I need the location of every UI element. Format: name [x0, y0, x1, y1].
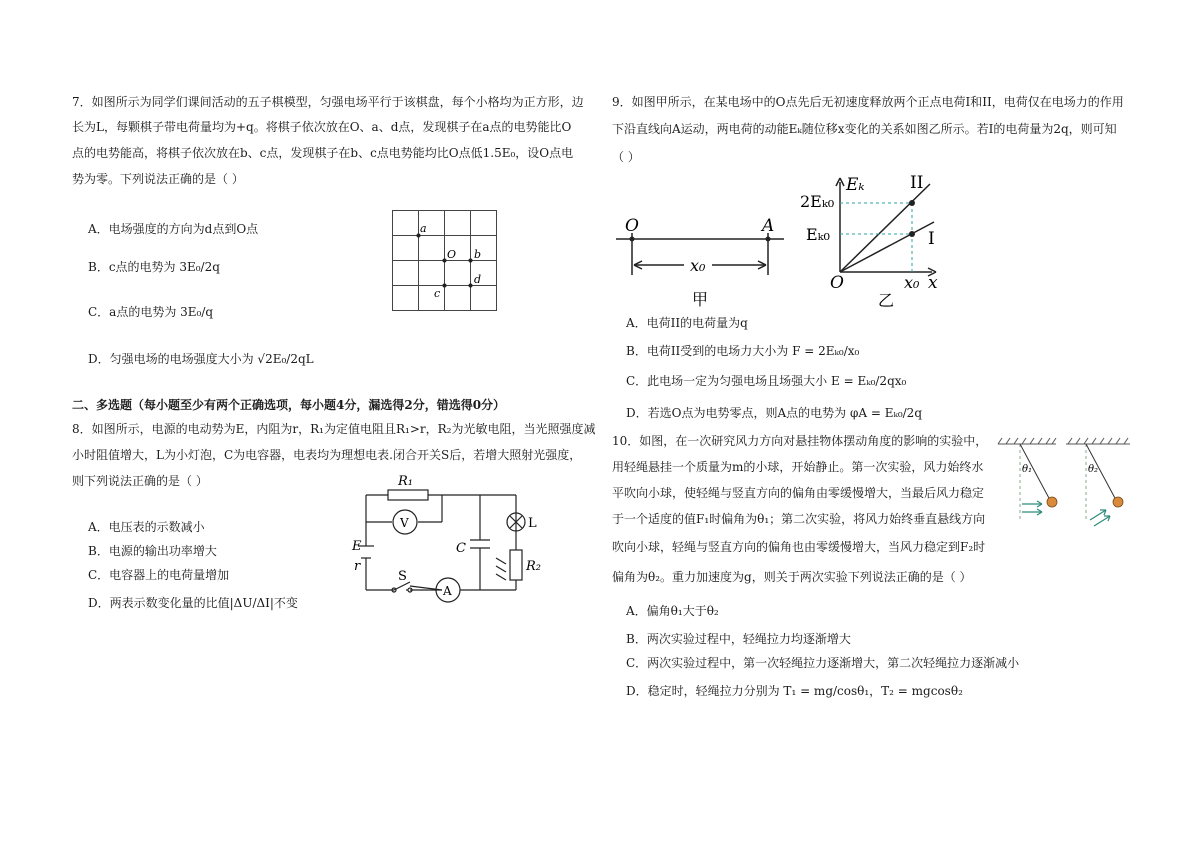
q9-line-1: 9．如图甲所示，在某电场中的O点先后无初速度释放两个正点电荷I和II，电荷仅在电场力的作用: [612, 95, 1124, 109]
q9-figure-jia: [612, 215, 792, 310]
fig-yi-x0: x₀: [904, 273, 920, 292]
fig-yi-x: x: [928, 273, 938, 293]
fig-theta1: θ₁: [1022, 464, 1033, 475]
q8-option-a: A．电压表的示数减小: [88, 520, 205, 534]
q9-option-b: B．电荷II受到的电场力大小为 F = 2Eₖ₀/x₀: [626, 344, 860, 358]
fig-yi-ek0: Eₖ₀: [806, 225, 830, 244]
fig-jia-o: O: [625, 216, 639, 236]
q8-option-b: B．电源的输出功率增大: [88, 544, 217, 558]
q9-figure-yi: [800, 172, 950, 310]
label-r: r: [354, 559, 361, 574]
grid-label-o: O: [447, 248, 457, 261]
q10-line-1: 10．如图，在一次研究风力方向对悬挂物体摆动角度的影响的实验中，: [612, 434, 988, 448]
q7-option-b: B．c点的电势为 3E₀/2q: [88, 260, 220, 274]
fig-yi-caption: 乙: [878, 291, 895, 310]
q9-line-3: （ ）: [612, 150, 640, 164]
q8-line-2: 小时阻值增大，L为小灯泡，C为电容器，电表均为理想电表.闭合开关S后，若增大照射光强度，: [72, 448, 582, 462]
fig-yi-2ek0: 2Eₖ₀: [800, 192, 835, 211]
ammeter-label: A: [443, 584, 452, 598]
section-2-heading: 二、多选题（每小题至少有两个正确选项，每小题4分，漏选得2分，错选得0分）: [72, 398, 506, 412]
label-r2: R₂: [526, 559, 541, 574]
fig-yi-ek: Eₖ: [846, 175, 865, 195]
q10-line-2: 用轻绳悬挂一个质量为m的小球，开始静止。第一次实验，风力始终水: [612, 460, 984, 474]
q9-option-c: C．此电场一定为匀强电场且场强大小 E = Eₖ₀/2qx₀: [626, 374, 907, 388]
q10-option-c: C．两次实验过程中，第一次轻绳拉力逐渐增大，第二次轻绳拉力逐渐减小: [626, 656, 1020, 670]
fig-yi-ii: II: [910, 173, 924, 193]
fig-yi-i: I: [928, 229, 935, 249]
q8-option-d: D．两表示数变化量的比值|ΔU/ΔI|不变: [88, 596, 298, 610]
q8-option-c: C．电容器上的电荷量增加: [88, 568, 230, 582]
fig-theta2: θ₂: [1088, 464, 1099, 475]
label-r1: R₁: [398, 474, 413, 489]
fig-yi-o: O: [830, 273, 844, 293]
q7-line-3: 点的电势能高，将棋子依次放在b、c点，发现棋子在b、c点电势能均比O点低1.5E₀，设O点电: [72, 146, 574, 160]
q8-circuit-figure: [348, 470, 548, 610]
q8-line-3: 则下列说法正确的是（ ）: [72, 474, 208, 488]
q10-line-5: 吹向小球，轻绳与竖直方向的偏角也由零缓慢增大，当风力稳定到F₂时: [612, 540, 986, 554]
q7-option-d: D．匀强电场的电场强度大小为 √2E₀/2qL: [88, 352, 314, 366]
grid-label-a: a: [420, 222, 427, 235]
q9-option-d: D．若选O点为电势零点，则A点的电势为 φA = Eₖ₀/2q: [626, 406, 922, 420]
fig-jia-a: A: [762, 216, 775, 236]
q7-line-1: 7．如图所示为同学们课间活动的五子棋模型，匀强电场平行于该棋盘，每个小格均为正方形，边: [72, 95, 584, 109]
fig-jia-caption: 甲: [692, 290, 709, 309]
label-e: E: [352, 539, 362, 554]
q10-option-b: B．两次实验过程中，轻绳拉力均逐渐增大: [626, 632, 851, 646]
q9-line-2: 下沿直线向A运动，两电荷的动能Eₖ随位移x变化的关系如图乙所示。若I的电荷量为2q，则可知: [612, 122, 1117, 136]
q7-line-2: 长为L，每颗棋子带电荷量均为+q。将棋子依次放在O、a、d点，发现棋子在a点的电势能比O: [72, 120, 572, 134]
q9-option-a: A．电荷II的电荷量为q: [626, 316, 748, 330]
fig-jia-x0: x₀: [690, 256, 706, 275]
q8-line-1: 8．如图所示，电源的电动势为E，内阻为r，R₁为定值电阻且R₁>r，R₂为光敏电阻，当光照强度减: [72, 422, 596, 436]
label-c: C: [456, 541, 466, 556]
q7-line-4: 势为零。下列说法正确的是（ ）: [72, 172, 244, 186]
q7-chessboard-figure: [392, 210, 498, 312]
grid-label-b: b: [474, 248, 482, 261]
q7-option-c: C．a点的电势为 3E₀/q: [88, 305, 214, 319]
q10-option-a: A．偏角θ₁大于θ₂: [626, 604, 719, 618]
q10-pendulum-figure: [996, 438, 1136, 528]
grid-label-c: c: [434, 287, 441, 300]
label-lamp: L: [528, 516, 537, 531]
grid-label-d: d: [474, 273, 482, 286]
q10-line-4: 于一个适度的值F₁时偏角为θ₁；第二次实验，将风力始终垂直悬线方向: [612, 512, 986, 526]
label-switch: S: [398, 569, 407, 584]
q10-option-d: D．稳定时，轻绳拉力分别为 T₁ = mg/cosθ₁，T₂ = mgcosθ₂: [626, 684, 963, 698]
voltmeter-label: V: [400, 516, 409, 530]
q10-line-3: 平吹向小球，使轻绳与竖直方向的偏角由零缓慢增大，当最后风力稳定: [612, 486, 985, 500]
q7-option-a: A．电场强度的方向为d点到O点: [88, 222, 259, 236]
q10-line-6: 偏角为θ₂。重力加速度为g，则关于两次实验下列说法正确的是（ ）: [612, 570, 972, 584]
